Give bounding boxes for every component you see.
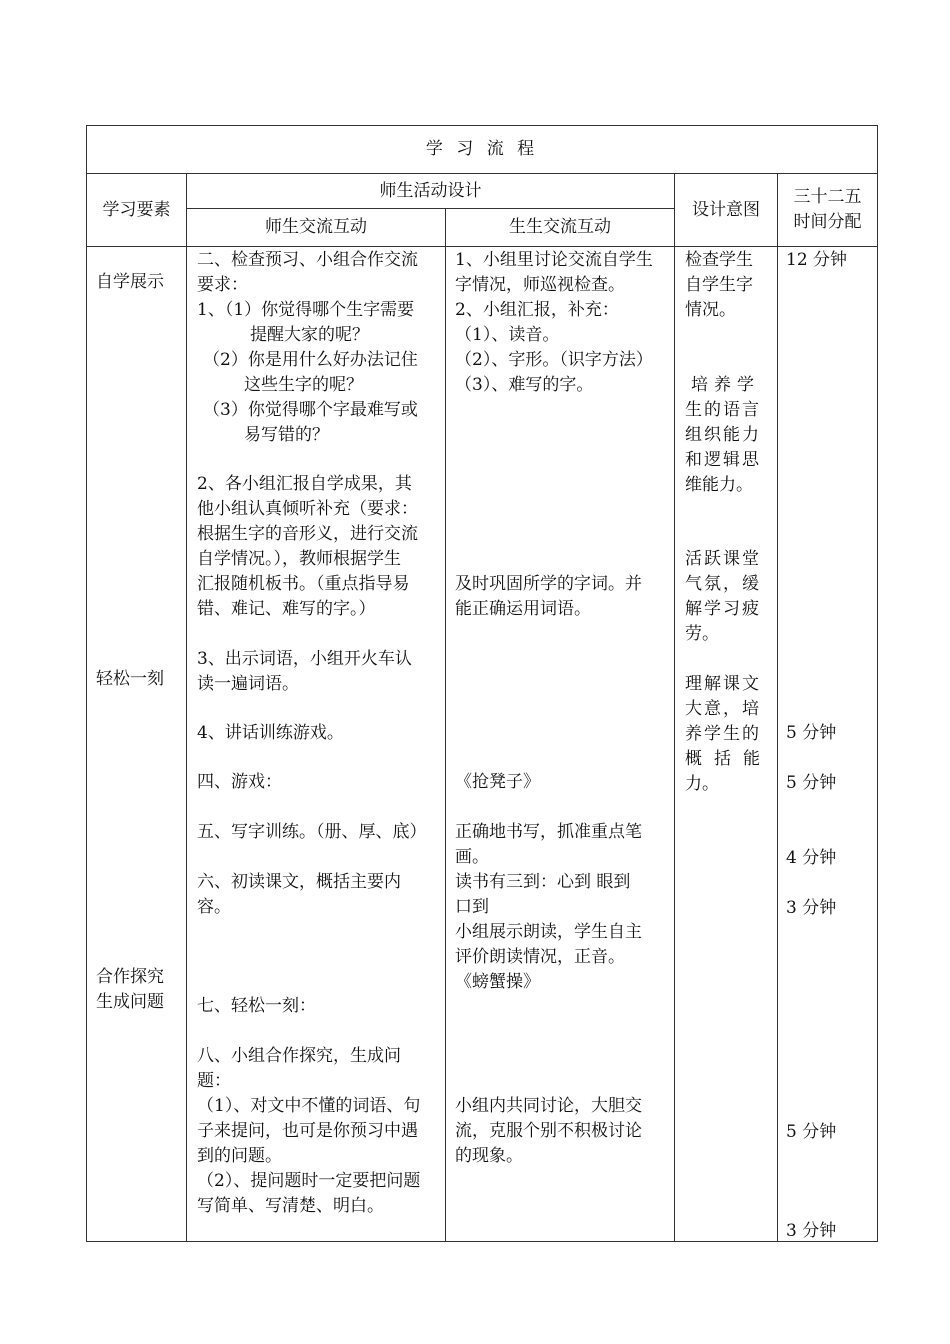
student-line: 画。 [455,847,489,867]
teacher-line: 四、游戏： [197,772,282,792]
intent-line: 生的语言 [685,400,761,420]
teacher-line: 七、轻松一刻： [197,996,316,1016]
student-line: 流，克服个别不积极讨论 [455,1121,642,1141]
teacher-line: 二、检查预习、小组合作交流 [197,250,418,270]
teacher-line: 写简单、写清楚、明白。 [197,1196,384,1216]
header-time-line2: 时间分配 [793,212,862,232]
intent-line: 组织能力 [685,425,761,445]
time-value: 4 分钟 [786,848,837,868]
student-line: 小组内共同讨论，大胆交 [455,1096,642,1116]
teacher-line: （2）、提问题时一定要把问题 [197,1171,421,1191]
learning-flow-table [86,125,878,1242]
teacher-line: 他小组认真倾听补充（要求： [197,499,418,519]
student-line: 正确地书写，抓准重点笔 [455,822,642,842]
teacher-line: （2）你是用什么好办法记住 [203,350,418,370]
teacher-line: （3）你觉得哪个字最难写或 [203,400,418,420]
table-title: 学 习 流 程 [87,126,878,174]
intent-line: 养学生的 [685,724,761,744]
student-line: 及时巩固所学的字词。并 [455,574,642,594]
teacher-line: （1）、对文中不懂的词语、句 [197,1096,421,1116]
intent-line: 概括能 [685,749,772,769]
teacher-line: 要求： [197,275,248,295]
teacher-line: 到的问题。 [197,1146,282,1166]
student-line: 评价朗读情况，正音。 [455,947,625,967]
header-learning-elements: 学习要素 [87,174,187,247]
teacher-line: 根据生字的音形义，进行交流 [197,524,418,544]
intent-line: 劳。 [685,624,719,644]
student-line: 的现象。 [455,1146,523,1166]
teacher-line: 汇报随机板书。（重点指导易 [197,574,410,594]
teacher-line: 易写错的？ [244,425,329,445]
element-relax: 轻松一刻 [96,669,164,689]
intent-line: 检查学生 [685,250,753,270]
teacher-line: 题： [197,1071,231,1091]
intent-line: 解学习疲 [685,599,761,619]
time-value: 3 分钟 [786,898,837,918]
teacher-line: 八、小组合作探究，生成问 [197,1046,401,1066]
intent-line: 和逻辑思 [685,450,761,470]
time-value: 5 分钟 [786,773,837,793]
student-cell [446,247,675,1242]
teacher-line: 2、各小组汇报自学成果，其 [197,474,412,494]
intent-line: 维能力。 [685,475,753,495]
teacher-line: 4、讲话训练游戏。 [197,723,344,743]
header-teacher-interaction: 师生交流互动 [187,209,446,247]
teacher-line: 自学情况。），教师根据学生 [197,549,401,569]
header-design-intent: 设计意图 [675,174,778,247]
intent-line: 大意，培 [685,699,761,719]
time-cell [778,247,878,1242]
student-line: 口到 [455,897,489,917]
teacher-line: 读一遍词语。 [197,674,299,694]
time-value: 5 分钟 [786,723,837,743]
teacher-line: 这些生字的呢？ [244,375,363,395]
intent-line: 活跃课堂 [685,549,761,569]
intent-cell [675,247,778,1242]
intent-line: 培养学 [691,375,760,395]
element-generate-questions: 生成问题 [96,992,164,1012]
header-student-interaction: 生生交流互动 [446,209,675,247]
time-value: 12 分钟 [786,250,848,270]
header-activity-design: 师生活动设计 [187,174,675,209]
student-line: （1）、读音。 [455,325,560,345]
teacher-cell [187,247,446,1242]
intent-line: 自学生字 [685,275,753,295]
student-line: 字情况，师巡视检查。 [455,275,625,295]
element-cooperative: 合作探究 [96,967,164,987]
time-value: 5 分钟 [786,1122,837,1142]
student-line: 小组展示朗读，学生自主 [455,922,642,942]
student-line: 2、小组汇报，补充： [455,300,619,320]
teacher-line: 3、出示词语，小组开火车认 [197,649,412,669]
teacher-line: 错、难记、难写的字。） [197,599,376,619]
student-line: 《抢凳子》 [455,772,540,792]
intent-line: 情况。 [685,300,736,320]
teacher-line: 提醒大家的呢？ [250,325,369,345]
time-value: 3 分钟 [786,1221,837,1241]
student-line: （3）、难写的字。 [455,375,594,395]
intent-line: 力。 [685,774,719,794]
student-line: 能正确运用词语。 [455,599,591,619]
teacher-line: 1、（1）你觉得哪个生字需要 [197,300,415,320]
intent-line: 气氛，缓 [685,574,761,594]
header-time-line1: 三十二五 [793,187,862,207]
teacher-line: 子来提问，也可是你预习中遇 [197,1121,418,1141]
intent-line: 理解课文 [685,674,761,694]
student-line: 1、小组里讨论交流自学生 [455,250,653,270]
teacher-line: 六、初读课文，概括主要内 [197,872,401,892]
teacher-line: 五、写字训练。（册、厚、底） [197,822,427,842]
student-line: （2）、字形。（识字方法） [455,350,653,370]
student-line: 《螃蟹操》 [455,972,540,992]
header-time-allocation [778,174,878,247]
element-self-study: 自学展示 [96,272,164,292]
teacher-line: 容。 [197,897,231,917]
elements-cell [87,247,187,1242]
student-line: 读书有三到：心到 眼到 [455,872,631,892]
